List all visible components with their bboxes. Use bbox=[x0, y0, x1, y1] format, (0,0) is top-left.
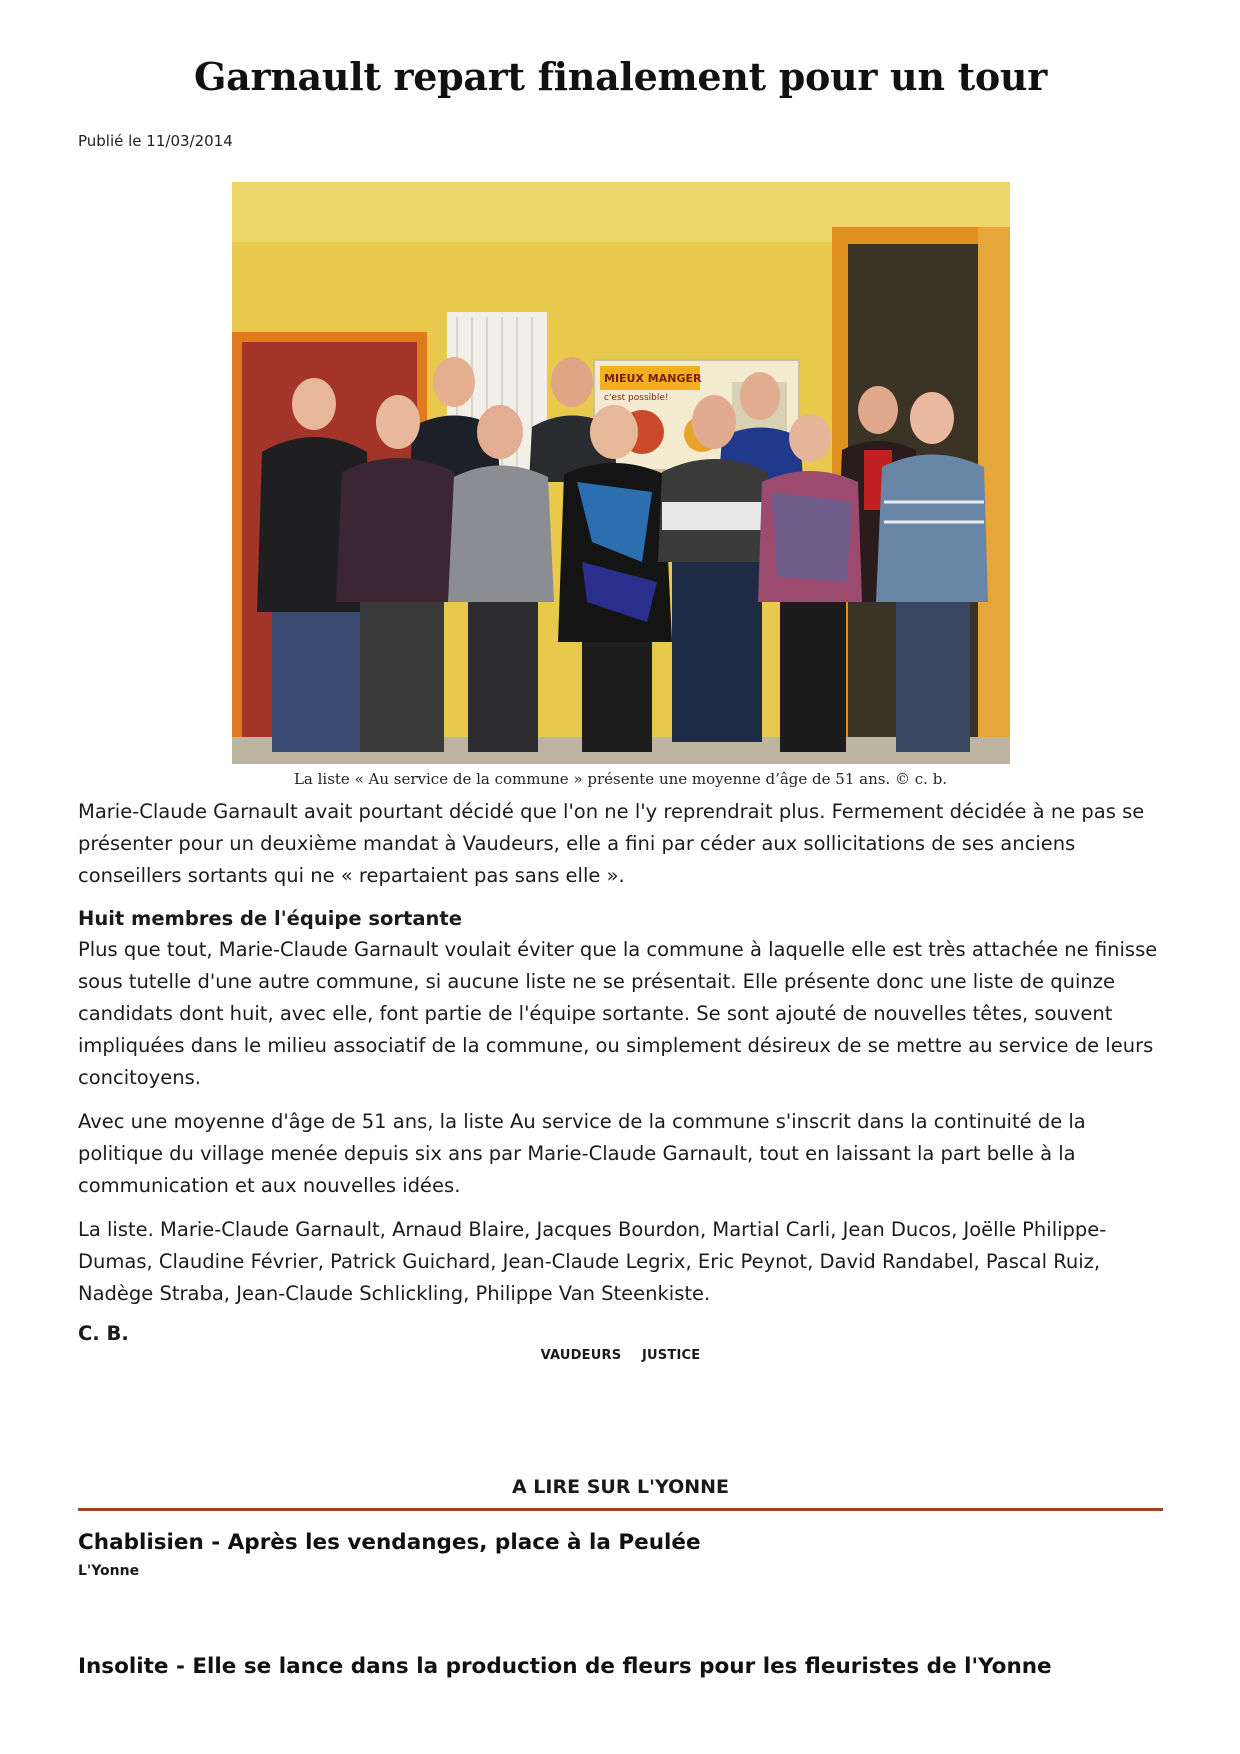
related-title[interactable]: Insolite - Elle se lance dans la production de fleurs pour les fleuristes de l'Yonne bbox=[78, 1654, 1052, 1679]
article-author: C. B. bbox=[78, 1322, 129, 1345]
group-photo-illustration bbox=[232, 182, 1010, 764]
article-subheading: Huit membres de l'équipe sortante bbox=[78, 907, 462, 930]
related-item[interactable] bbox=[78, 1530, 1163, 1579]
tag-list bbox=[78, 1348, 1163, 1363]
tag-link[interactable]: JUSTICE bbox=[642, 1348, 701, 1363]
article-paragraph: Plus que tout, Marie-Claude Garnault voulait éviter que la commune à laquelle elle est très attachée ne finisse sous tutelle d'une autre commune, si aucune liste ne se présentait. Elle présente donc une liste de quinze candidats dont huit, avec elle, font partie de l'équipe sortante. Se sont ajouté de nouvelles têtes, souvent impliquées dans le milieu associatif de la commune, ou simplement désireux de se mettre au service de leurs concitoyens. bbox=[78, 938, 1158, 1089]
poster-title: MIEUX MANGER bbox=[604, 372, 702, 385]
photo-caption: La liste « Au service de la commune » présente une moyenne d’âge de 51 ans. © c. b. bbox=[293, 770, 948, 788]
related-source: L'Yonne bbox=[78, 1563, 140, 1579]
article-intro: Marie-Claude Garnault avait pourtant décidé que l'on ne l'y reprendrait plus. Fermement décidée à ne pas se présenter pour un deuxième mandat à Vaudeurs, elle a fini par céder aux sollicitations de ses anciens conseillers sortants qui ne « repartaient pas sans elle ». bbox=[78, 800, 1145, 887]
article-body bbox=[78, 796, 1163, 1345]
related-title[interactable]: Chablisien - Après les vendanges, place à la Peulée bbox=[78, 1530, 701, 1555]
article-title: Garnault repart finalement pour un tour bbox=[194, 54, 1047, 99]
article-paragraph: Avec une moyenne d'âge de 51 ans, la liste Au service de la commune s'inscrit dans la continuité de la politique du village menée depuis six ans par Marie-Claude Garnault, tout en laissant la part belle à la communication et aux nouvelles idées. bbox=[78, 1110, 1086, 1197]
poster-subtitle: c'est possible! bbox=[604, 393, 669, 403]
publish-date: Publié le 11/03/2014 bbox=[78, 132, 233, 150]
related-item[interactable] bbox=[78, 1654, 1163, 1679]
article-photo bbox=[232, 182, 1010, 764]
related-heading: A LIRE SUR L'YONNE bbox=[78, 1476, 1163, 1511]
tag-link[interactable]: VAUDEURS bbox=[540, 1348, 622, 1363]
article-paragraph: La liste. Marie-Claude Garnault, Arnaud Blaire, Jacques Bourdon, Martial Carli, Jean Ducos, Joëlle Philippe-Dumas, Claudine Février, Patrick Guichard, Jean-Claude Legrix, Eric Peynot, David Randabel, Pascal Ruiz, Nadège Straba, Jean-Claude Schlickling, Philippe Van Steenkiste. bbox=[78, 1218, 1107, 1305]
